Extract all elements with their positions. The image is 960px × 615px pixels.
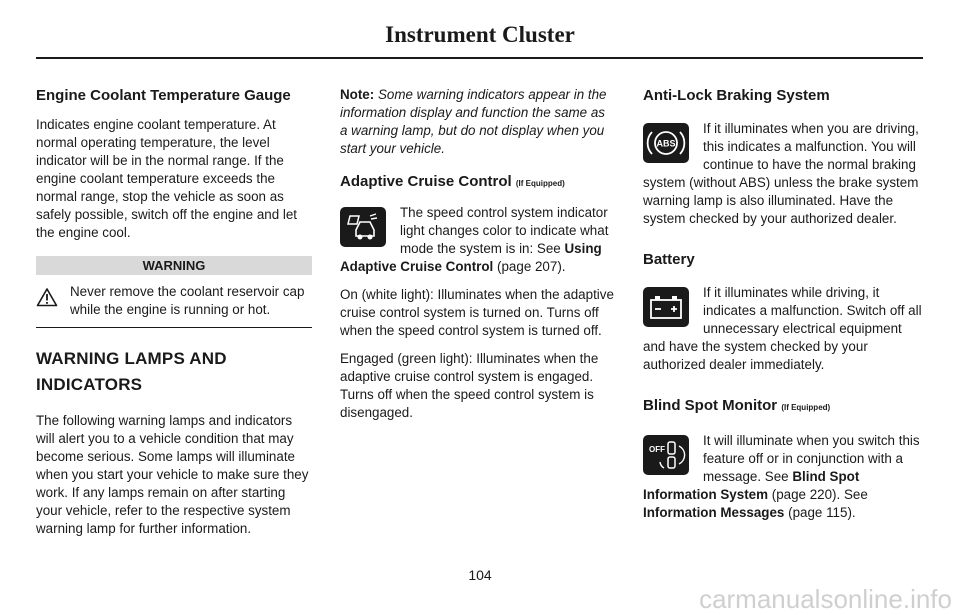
battery-heading: Battery: [643, 251, 695, 268]
abs-text: If it illuminates when you are driving, this indicates a malfunction. You will continue to have the normal braking system (without ABS) unless the brake system warning lamp is also illuminated. Have the system checked by your authorized dealer.: [643, 121, 919, 226]
bsm-text-intro: It will illuminate when you switch this feature off or in conjunction with a message. See: [703, 433, 920, 484]
blind-spot-off-icon: [643, 435, 689, 475]
adaptive-cruise-icon: [340, 207, 386, 247]
warning-lamps-heading: [36, 346, 312, 398]
bsm-icon-text: OFF: [649, 445, 665, 454]
battery-block: [643, 284, 923, 374]
acc-title: Adaptive Cruise Control: [340, 173, 512, 190]
abs-warning-icon: [643, 123, 689, 163]
bsm-heading: [643, 396, 923, 418]
abs-heading: Anti-Lock Braking System: [643, 87, 830, 104]
bsm-title: Blind Spot Monitor: [643, 397, 778, 414]
warning-lamps-text: The following warning lamps and indicators will alert you to a vehicle condition that may become serious. Some lamps will illuminate when you start your vehicle to make sure they work. If any lamps remain on after starting your vehicle, refer to the respective system warning lamp for further information.: [36, 413, 309, 536]
note-text: Some warning indicators appear in the information display and function the same as a warning lamp, but do not display when you start your vehicle.: [340, 87, 607, 156]
page-number: 104: [468, 567, 492, 583]
info-messages-reference-page: (page 115).: [788, 505, 856, 520]
acc-text-intro: The speed control system indicator light changes color to indicate what mode the system is in: See: [400, 205, 609, 256]
warning-bar: WARNING: [36, 256, 312, 275]
bsm-block: [643, 432, 923, 522]
acc-green-light-text: Engaged (green light): Illuminates when the adaptive cruise control system is engaged. Turns off when the speed control system is disengaged.: [340, 351, 599, 420]
warning-divider: [36, 327, 312, 328]
acc-reference-link[interactable]: Using Adaptive Cruise Control: [340, 241, 602, 274]
acc-white-light-text: On (white light): Illuminates when the adaptive cruise control system is turned on. Turns off when the speed control system is turned off.: [340, 287, 614, 338]
warning-lamps-heading-line-2: INDICATORS: [36, 375, 143, 394]
acc-reference-page: (page 207).: [497, 259, 566, 274]
coolant-gauge-heading: Engine Coolant Temperature Gauge: [36, 87, 291, 104]
warning-triangle-icon: [36, 287, 58, 307]
warning-text: Never remove the coolant reservoir cap while the engine is running or hot.: [70, 284, 305, 317]
note-label: Note:: [340, 87, 375, 102]
bsm-reference-page: (page 220). See: [771, 487, 868, 502]
battery-icon: [643, 287, 689, 327]
watermark: carmanualsonline.info: [699, 584, 952, 614]
warning-row: [36, 283, 312, 319]
abs-block: [643, 120, 923, 228]
battery-text: If it illuminates while driving, it indicates a malfunction. Switch off all unnecessary electrical equipment and have the system checked by your authorized dealer immediately.: [643, 285, 922, 372]
warning-lamps-heading-line-1: WARNING LAMPS AND: [36, 349, 227, 368]
bsm-equipped: (If Equipped): [781, 403, 831, 412]
abs-icon-text: ABS: [656, 138, 676, 149]
bsm-reference-link[interactable]: Blind Spot Information System: [643, 469, 860, 502]
column-3: [643, 86, 923, 532]
header-rule: [36, 57, 923, 59]
info-messages-reference-link[interactable]: Information Messages: [643, 505, 785, 520]
acc-equipped: (If Equipped): [515, 179, 565, 188]
note-paragraph: [340, 86, 616, 158]
acc-heading: [340, 172, 616, 194]
coolant-gauge-text: Indicates engine coolant temperature. At normal operating temperature, the level indicator will be in the normal range. If the engine coolant temperature exceeds the normal range, stop the vehicle as soon as safely possible, switch off the engine and let the engine cool.: [36, 117, 298, 240]
column-2: [340, 86, 616, 432]
acc-block: [340, 204, 616, 276]
column-1: [36, 86, 312, 548]
page-header: Instrument Cluster: [385, 22, 575, 47]
